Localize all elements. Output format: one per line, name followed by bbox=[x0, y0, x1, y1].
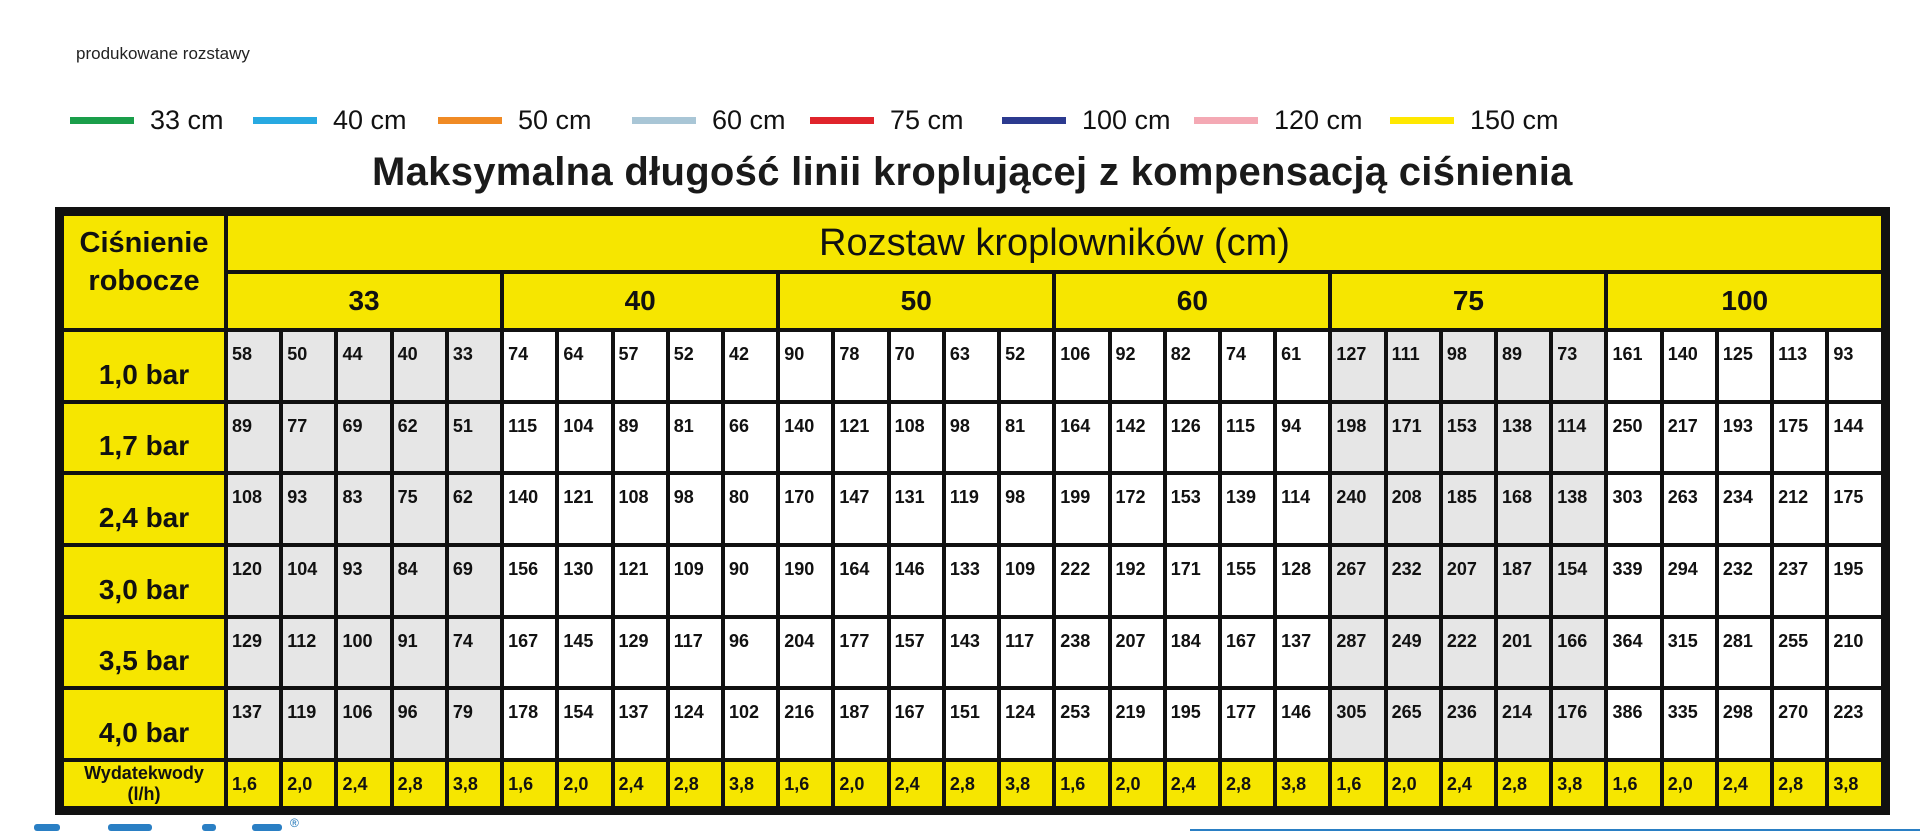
legend-label: 40 cm bbox=[333, 104, 407, 135]
table-cell: 121 bbox=[559, 475, 610, 543]
table-cell: 108 bbox=[228, 475, 279, 543]
table-cell: 73 bbox=[1553, 332, 1604, 400]
table-cell: 155 bbox=[1222, 547, 1273, 615]
table-cell: 104 bbox=[283, 547, 334, 615]
table-cell: 109 bbox=[1001, 547, 1052, 615]
flow-rate-cell: 2,0 bbox=[283, 762, 334, 806]
table-cell: 93 bbox=[1829, 332, 1881, 400]
table-cell: 119 bbox=[946, 475, 997, 543]
table-cell: 98 bbox=[1001, 475, 1052, 543]
flow-rate-cell: 1,6 bbox=[1056, 762, 1107, 806]
table-cell: 102 bbox=[725, 690, 776, 758]
table-cell: 139 bbox=[1222, 475, 1273, 543]
flow-rate-cell: 2,0 bbox=[1112, 762, 1163, 806]
pressure-header-line1: Ciśnienie bbox=[79, 227, 209, 259]
legend-swatch bbox=[810, 117, 874, 124]
table-cell: 167 bbox=[504, 619, 555, 687]
table-cell: 303 bbox=[1608, 475, 1659, 543]
table-cell: 386 bbox=[1608, 690, 1659, 758]
legend-label: 150 cm bbox=[1470, 104, 1559, 135]
flow-rate-label-line1: Wydatekwody bbox=[84, 763, 204, 783]
table-cell: 82 bbox=[1167, 332, 1218, 400]
table-cell: 212 bbox=[1774, 475, 1825, 543]
table-cell: 52 bbox=[670, 332, 721, 400]
table-row bbox=[64, 619, 1881, 687]
pressure-label: 3,0 bar bbox=[64, 547, 224, 615]
table-cell: 89 bbox=[1498, 332, 1549, 400]
table-cell: 364 bbox=[1608, 619, 1659, 687]
flow-rate-cell: 2,0 bbox=[835, 762, 886, 806]
table-cell: 94 bbox=[1277, 404, 1328, 472]
flow-rate-cell: 2,8 bbox=[946, 762, 997, 806]
table-cell: 63 bbox=[946, 332, 997, 400]
table-cell: 137 bbox=[228, 690, 279, 758]
flow-rate-cell: 3,8 bbox=[1829, 762, 1881, 806]
table-cell: 98 bbox=[1443, 332, 1494, 400]
flow-rate-cell: 3,8 bbox=[1001, 762, 1052, 806]
table-cell: 253 bbox=[1056, 690, 1107, 758]
flow-rate-cell: 2,4 bbox=[338, 762, 389, 806]
caption: produkowane rozstawy bbox=[76, 44, 250, 63]
flow-rate-cell: 2,0 bbox=[559, 762, 610, 806]
table-cell: 83 bbox=[338, 475, 389, 543]
flow-rate-cell: 1,6 bbox=[1608, 762, 1659, 806]
table-cell: 121 bbox=[835, 404, 886, 472]
table-cell: 255 bbox=[1774, 619, 1825, 687]
table-cell: 75 bbox=[394, 475, 445, 543]
table-cell: 130 bbox=[559, 547, 610, 615]
table-cell: 175 bbox=[1829, 475, 1881, 543]
table-cell: 177 bbox=[1222, 690, 1273, 758]
table-cell: 287 bbox=[1332, 619, 1383, 687]
table-cell: 164 bbox=[835, 547, 886, 615]
legend-swatch bbox=[70, 117, 134, 124]
table-cell: 153 bbox=[1443, 404, 1494, 472]
table-cell: 79 bbox=[449, 690, 500, 758]
table-cell: 74 bbox=[1222, 332, 1273, 400]
pressure-header bbox=[64, 216, 224, 328]
table-cell: 240 bbox=[1332, 475, 1383, 543]
table-cell: 98 bbox=[670, 475, 721, 543]
table-cell: 192 bbox=[1112, 547, 1163, 615]
table-cell: 216 bbox=[780, 690, 831, 758]
flow-rate-cell: 1,6 bbox=[504, 762, 555, 806]
emitter-spacing-header: Rozstaw kroplowników (cm) bbox=[228, 216, 1881, 270]
table-cell: 137 bbox=[1277, 619, 1328, 687]
legend-swatch bbox=[253, 117, 317, 124]
table-cell: 121 bbox=[615, 547, 666, 615]
table-cell: 89 bbox=[228, 404, 279, 472]
table-cell: 64 bbox=[559, 332, 610, 400]
table-cell: 80 bbox=[725, 475, 776, 543]
table-cell: 111 bbox=[1388, 332, 1439, 400]
pressure-label: 3,5 bar bbox=[64, 619, 224, 687]
table-cell: 305 bbox=[1332, 690, 1383, 758]
table-cell: 69 bbox=[449, 547, 500, 615]
table-cell: 78 bbox=[835, 332, 886, 400]
table-cell: 62 bbox=[394, 404, 445, 472]
table-cell: 237 bbox=[1774, 547, 1825, 615]
flow-rate-label-line2: (l/h) bbox=[127, 784, 161, 804]
legend-label: 50 cm bbox=[518, 104, 592, 135]
legend-swatch bbox=[1390, 117, 1454, 124]
table-cell: 170 bbox=[780, 475, 831, 543]
flow-rate-cell: 1,6 bbox=[1332, 762, 1383, 806]
table-cell: 138 bbox=[1553, 475, 1604, 543]
table-cell: 339 bbox=[1608, 547, 1659, 615]
table-cell: 125 bbox=[1719, 332, 1770, 400]
table-cell: 40 bbox=[394, 332, 445, 400]
table-cell: 81 bbox=[670, 404, 721, 472]
table-cell: 207 bbox=[1443, 547, 1494, 615]
table-cell: 154 bbox=[559, 690, 610, 758]
table-cell: 77 bbox=[283, 404, 334, 472]
pressure-label: 4,0 bar bbox=[64, 690, 224, 758]
table-cell: 232 bbox=[1719, 547, 1770, 615]
table-cell: 146 bbox=[1277, 690, 1328, 758]
legend-swatch bbox=[1194, 117, 1258, 124]
table-cell: 265 bbox=[1388, 690, 1439, 758]
table-cell: 151 bbox=[946, 690, 997, 758]
table-cell: 91 bbox=[394, 619, 445, 687]
table-cell: 90 bbox=[780, 332, 831, 400]
table-cell: 96 bbox=[394, 690, 445, 758]
table-cell: 178 bbox=[504, 690, 555, 758]
table-cell: 199 bbox=[1056, 475, 1107, 543]
legend-label: 60 cm bbox=[712, 104, 786, 135]
table-cell: 140 bbox=[780, 404, 831, 472]
table-cell: 115 bbox=[504, 404, 555, 472]
table-cell: 153 bbox=[1167, 475, 1218, 543]
table-cell: 223 bbox=[1829, 690, 1881, 758]
table-cell: 93 bbox=[283, 475, 334, 543]
table-cell: 270 bbox=[1774, 690, 1825, 758]
table-cell: 33 bbox=[449, 332, 500, 400]
table-cell: 208 bbox=[1388, 475, 1439, 543]
legend-item bbox=[253, 100, 407, 140]
table-cell: 50 bbox=[283, 332, 334, 400]
table-cell: 157 bbox=[891, 619, 942, 687]
table-cell: 232 bbox=[1388, 547, 1439, 615]
table-cell: 115 bbox=[1222, 404, 1273, 472]
table-cell: 129 bbox=[615, 619, 666, 687]
table-cell: 51 bbox=[449, 404, 500, 472]
table-cell: 131 bbox=[891, 475, 942, 543]
flow-rate-cell: 2,8 bbox=[1498, 762, 1549, 806]
flow-rate-cell: 2,8 bbox=[670, 762, 721, 806]
table-cell: 154 bbox=[1553, 547, 1604, 615]
legend-swatch bbox=[438, 117, 502, 124]
table-cell: 167 bbox=[1222, 619, 1273, 687]
legend-item bbox=[632, 100, 786, 140]
table-cell: 172 bbox=[1112, 475, 1163, 543]
registered-mark: ® bbox=[290, 816, 299, 830]
table-cell: 281 bbox=[1719, 619, 1770, 687]
table-cell: 198 bbox=[1332, 404, 1383, 472]
table-cell: 294 bbox=[1664, 547, 1715, 615]
table-cell: 201 bbox=[1498, 619, 1549, 687]
table-cell: 74 bbox=[449, 619, 500, 687]
table-cell: 222 bbox=[1056, 547, 1107, 615]
legend-label: 100 cm bbox=[1082, 104, 1171, 135]
flow-rate-cell: 2,0 bbox=[1664, 762, 1715, 806]
table-cell: 126 bbox=[1167, 404, 1218, 472]
table-cell: 140 bbox=[1664, 332, 1715, 400]
drip-line-length-table bbox=[60, 212, 1885, 810]
table-cell: 98 bbox=[946, 404, 997, 472]
table-cell: 128 bbox=[1277, 547, 1328, 615]
table-cell: 114 bbox=[1277, 475, 1328, 543]
table-cell: 106 bbox=[1056, 332, 1107, 400]
table-cell: 69 bbox=[338, 404, 389, 472]
legend-swatch bbox=[632, 117, 696, 124]
flow-rate-cell: 3,8 bbox=[1553, 762, 1604, 806]
table-cell: 177 bbox=[835, 619, 886, 687]
table-cell: 96 bbox=[725, 619, 776, 687]
legend-label: 120 cm bbox=[1274, 104, 1363, 135]
table-cell: 263 bbox=[1664, 475, 1715, 543]
table-cell: 62 bbox=[449, 475, 500, 543]
spacing-header: 33 bbox=[228, 274, 500, 328]
table-row bbox=[64, 690, 1881, 758]
spacing-header: 50 bbox=[780, 274, 1052, 328]
table-cell: 42 bbox=[725, 332, 776, 400]
drip-line-table-frame bbox=[55, 207, 1890, 815]
pressure-header-line2: robocze bbox=[88, 265, 200, 297]
table-row bbox=[64, 404, 1881, 472]
flow-rate-cell: 1,6 bbox=[780, 762, 831, 806]
table-cell: 89 bbox=[615, 404, 666, 472]
table-cell: 171 bbox=[1388, 404, 1439, 472]
table-cell: 138 bbox=[1498, 404, 1549, 472]
flow-rate-cell: 2,4 bbox=[1443, 762, 1494, 806]
spacing-legend bbox=[70, 100, 1570, 140]
legend-item bbox=[810, 100, 964, 140]
table-cell: 298 bbox=[1719, 690, 1770, 758]
spacing-header: 60 bbox=[1056, 274, 1328, 328]
table-cell: 250 bbox=[1608, 404, 1659, 472]
table-cell: 113 bbox=[1774, 332, 1825, 400]
page-title: Maksymalna długość linii kroplującej z kompensacją ciśnienia bbox=[372, 150, 1573, 194]
table-cell: 214 bbox=[1498, 690, 1549, 758]
table-cell: 145 bbox=[559, 619, 610, 687]
table-cell: 109 bbox=[670, 547, 721, 615]
pressure-label: 2,4 bar bbox=[64, 475, 224, 543]
table-cell: 156 bbox=[504, 547, 555, 615]
table-cell: 70 bbox=[891, 332, 942, 400]
flow-rate-row bbox=[64, 762, 1881, 806]
table-cell: 190 bbox=[780, 547, 831, 615]
table-cell: 66 bbox=[725, 404, 776, 472]
table-cell: 81 bbox=[1001, 404, 1052, 472]
table-cell: 104 bbox=[559, 404, 610, 472]
table-cell: 210 bbox=[1829, 619, 1881, 687]
table-cell: 238 bbox=[1056, 619, 1107, 687]
flow-rate-cell: 1,6 bbox=[228, 762, 279, 806]
table-cell: 58 bbox=[228, 332, 279, 400]
table-cell: 57 bbox=[615, 332, 666, 400]
table-row bbox=[64, 332, 1881, 400]
table-header-row bbox=[64, 216, 1881, 270]
table-cell: 129 bbox=[228, 619, 279, 687]
table-cell: 166 bbox=[1553, 619, 1604, 687]
legend-swatch bbox=[1002, 117, 1066, 124]
table-cell: 193 bbox=[1719, 404, 1770, 472]
table-cell: 234 bbox=[1719, 475, 1770, 543]
table-cell: 127 bbox=[1332, 332, 1383, 400]
table-cell: 146 bbox=[891, 547, 942, 615]
legend-item bbox=[70, 100, 224, 140]
table-cell: 267 bbox=[1332, 547, 1383, 615]
logo-icon bbox=[34, 822, 294, 831]
table-cell: 219 bbox=[1112, 690, 1163, 758]
table-cell: 222 bbox=[1443, 619, 1494, 687]
table-cell: 90 bbox=[725, 547, 776, 615]
pressure-label: 1,0 bar bbox=[64, 332, 224, 400]
flow-rate-cell: 2,4 bbox=[1167, 762, 1218, 806]
table-cell: 140 bbox=[504, 475, 555, 543]
table-cell: 195 bbox=[1167, 690, 1218, 758]
table-row bbox=[64, 475, 1881, 543]
table-cell: 124 bbox=[1001, 690, 1052, 758]
table-cell: 84 bbox=[394, 547, 445, 615]
table-cell: 176 bbox=[1553, 690, 1604, 758]
table-cell: 106 bbox=[338, 690, 389, 758]
table-cell: 120 bbox=[228, 547, 279, 615]
table-cell: 168 bbox=[1498, 475, 1549, 543]
table-cell: 175 bbox=[1774, 404, 1825, 472]
legend-label: 75 cm bbox=[890, 104, 964, 135]
flow-rate-cell: 3,8 bbox=[1277, 762, 1328, 806]
flow-rate-cell: 2,8 bbox=[1774, 762, 1825, 806]
table-cell: 195 bbox=[1829, 547, 1881, 615]
table-cell: 184 bbox=[1167, 619, 1218, 687]
table-cell: 133 bbox=[946, 547, 997, 615]
table-cell: 147 bbox=[835, 475, 886, 543]
flow-rate-cell: 3,8 bbox=[449, 762, 500, 806]
table-cell: 137 bbox=[615, 690, 666, 758]
legend-item bbox=[438, 100, 592, 140]
table-cell: 249 bbox=[1388, 619, 1439, 687]
table-cell: 144 bbox=[1829, 404, 1881, 472]
table-cell: 44 bbox=[338, 332, 389, 400]
table-cell: 117 bbox=[670, 619, 721, 687]
spacing-header: 100 bbox=[1608, 274, 1881, 328]
table-cell: 187 bbox=[835, 690, 886, 758]
spacing-header: 40 bbox=[504, 274, 776, 328]
table-cell: 164 bbox=[1056, 404, 1107, 472]
legend-item bbox=[1002, 100, 1171, 140]
table-cell: 187 bbox=[1498, 547, 1549, 615]
table-cell: 204 bbox=[780, 619, 831, 687]
table-cell: 117 bbox=[1001, 619, 1052, 687]
table-cell: 108 bbox=[615, 475, 666, 543]
table-cell: 143 bbox=[946, 619, 997, 687]
flow-rate-label bbox=[64, 762, 224, 806]
table-cell: 185 bbox=[1443, 475, 1494, 543]
flow-rate-cell: 2,4 bbox=[1719, 762, 1770, 806]
table-cell: 92 bbox=[1112, 332, 1163, 400]
table-cell: 108 bbox=[891, 404, 942, 472]
table-cell: 236 bbox=[1443, 690, 1494, 758]
table-row bbox=[64, 547, 1881, 615]
table-cell: 217 bbox=[1664, 404, 1715, 472]
table-cell: 167 bbox=[891, 690, 942, 758]
table-cell: 142 bbox=[1112, 404, 1163, 472]
table-cell: 335 bbox=[1664, 690, 1715, 758]
flow-rate-cell: 2,8 bbox=[394, 762, 445, 806]
table-cell: 315 bbox=[1664, 619, 1715, 687]
table-cell: 112 bbox=[283, 619, 334, 687]
legend-item bbox=[1390, 100, 1559, 140]
table-cell: 52 bbox=[1001, 332, 1052, 400]
flow-rate-cell: 2,4 bbox=[891, 762, 942, 806]
table-cell: 114 bbox=[1553, 404, 1604, 472]
table-cell: 74 bbox=[504, 332, 555, 400]
table-cell: 100 bbox=[338, 619, 389, 687]
spacing-header-row bbox=[64, 274, 1881, 328]
spacing-header: 75 bbox=[1332, 274, 1604, 328]
table-cell: 93 bbox=[338, 547, 389, 615]
table-cell: 171 bbox=[1167, 547, 1218, 615]
flow-rate-cell: 2,0 bbox=[1388, 762, 1439, 806]
table-cell: 119 bbox=[283, 690, 334, 758]
table-cell: 161 bbox=[1608, 332, 1659, 400]
pressure-label: 1,7 bar bbox=[64, 404, 224, 472]
flow-rate-cell: 3,8 bbox=[725, 762, 776, 806]
legend-item bbox=[1194, 100, 1363, 140]
table-cell: 124 bbox=[670, 690, 721, 758]
table-cell: 207 bbox=[1112, 619, 1163, 687]
legend-label: 33 cm bbox=[150, 104, 224, 135]
flow-rate-cell: 2,8 bbox=[1222, 762, 1273, 806]
flow-rate-cell: 2,4 bbox=[615, 762, 666, 806]
table-cell: 61 bbox=[1277, 332, 1328, 400]
